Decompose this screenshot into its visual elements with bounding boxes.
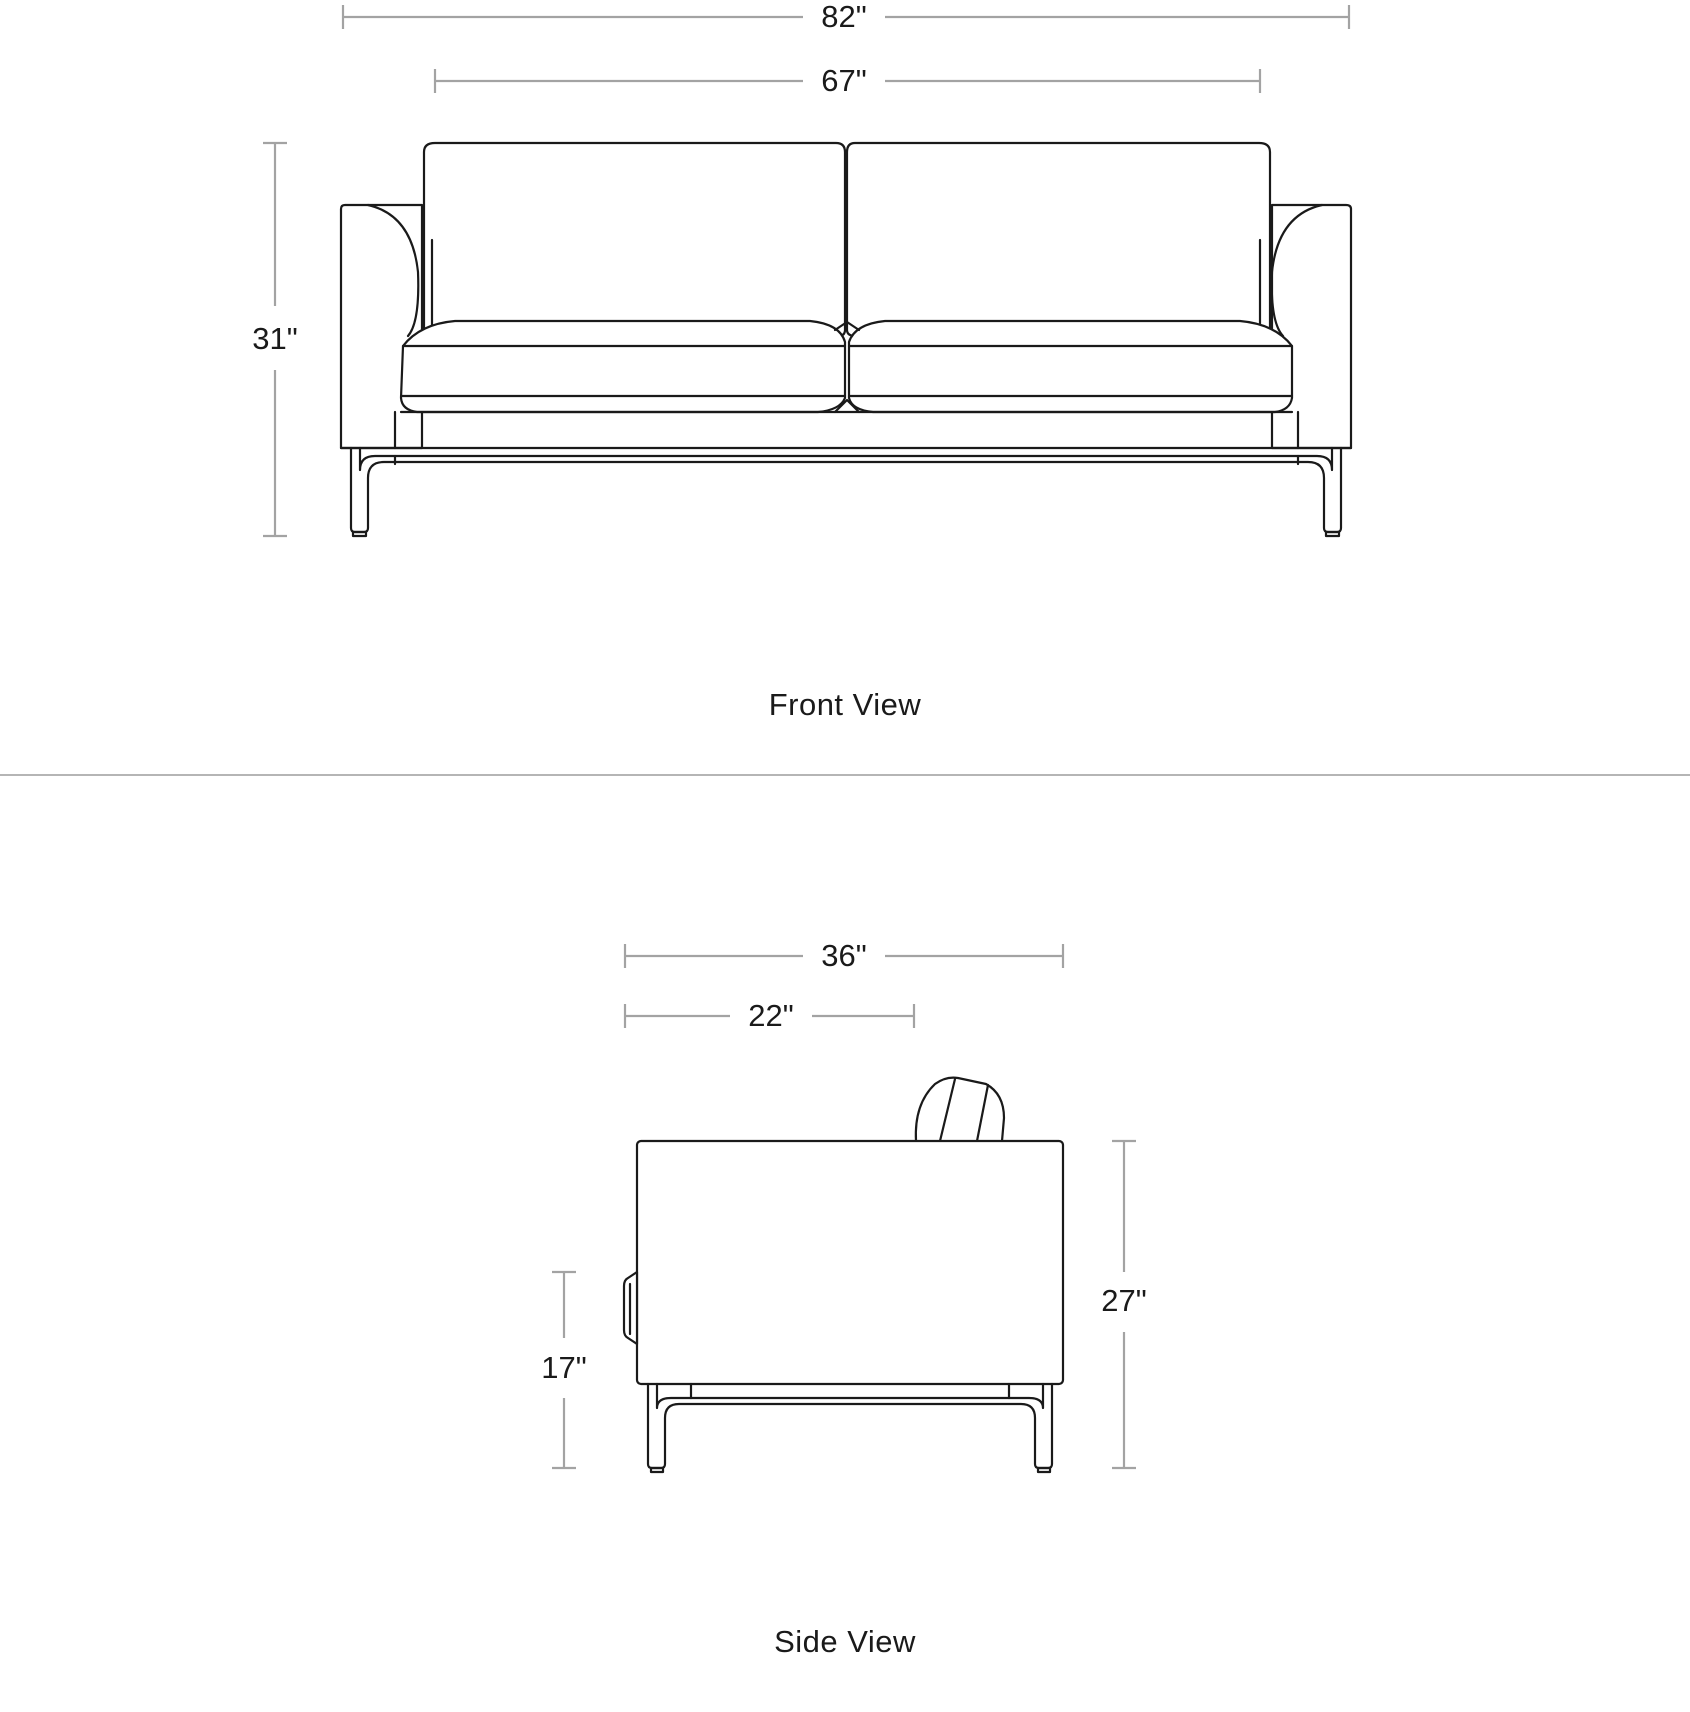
- seat-cushion-left: [401, 321, 845, 412]
- overall-depth-dimension: [625, 938, 1063, 973]
- overall-height-label: 31": [252, 321, 298, 356]
- seat-height-dimension: [541, 1272, 587, 1468]
- back-cushion-right: [847, 143, 1270, 336]
- sofa-side-drawing: [624, 1078, 1063, 1472]
- back-cushion-side: [916, 1078, 1004, 1141]
- side-legs: [648, 1384, 1052, 1472]
- sofa-front-drawing: [341, 143, 1351, 536]
- seat-width-label: 67": [821, 63, 867, 98]
- arm-height-dimension: [1101, 1141, 1147, 1468]
- overall-width-dimension: [343, 0, 1349, 34]
- seat-depth-dimension: [625, 998, 914, 1033]
- seat-width-dimension: [435, 63, 1260, 98]
- front-view: [252, 0, 1351, 722]
- back-cushion-left: [424, 143, 845, 336]
- overall-depth-label: 36": [821, 938, 867, 973]
- front-legs: [351, 448, 1341, 536]
- seat-height-label: 17": [541, 1350, 587, 1385]
- sofa-side-body: [637, 1141, 1063, 1384]
- front-view-caption: Front View: [768, 687, 922, 722]
- side-view: [541, 938, 1147, 1659]
- seat-depth-label: 22": [748, 998, 794, 1033]
- seat-cushion-right: [849, 321, 1292, 412]
- overall-width-label: 82": [821, 0, 867, 34]
- arm-height-label: 27": [1101, 1283, 1147, 1318]
- side-view-caption: Side View: [774, 1624, 916, 1659]
- overall-height-dimension: [252, 143, 298, 536]
